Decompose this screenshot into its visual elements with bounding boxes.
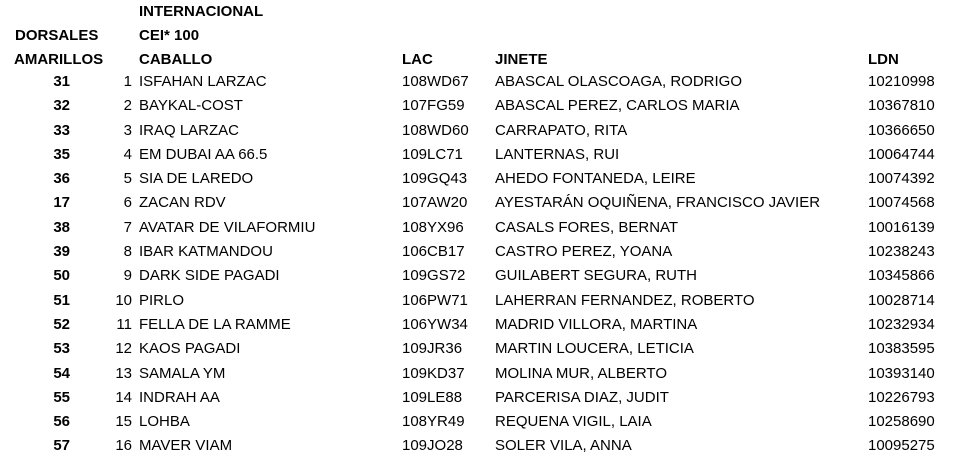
lac-code: 109JR36 xyxy=(402,340,463,358)
rider-name: CARRAPATO, RITA xyxy=(495,121,628,139)
ldn-number: 10366650 xyxy=(868,121,935,139)
table-row xyxy=(0,434,970,458)
ldn-number: 10393140 xyxy=(868,364,935,382)
dorsal-number: 35 xyxy=(53,145,70,163)
ldn-number: 10064744 xyxy=(868,145,935,163)
rider-name: MARTIN LOUCERA, LETICIA xyxy=(495,340,694,358)
horse-name: SAMALA YM xyxy=(139,364,226,382)
ldn-number: 10016139 xyxy=(868,218,935,236)
ldn-number: 10367810 xyxy=(868,97,935,115)
dorsal-number: 39 xyxy=(53,243,70,261)
horse-name: BAYKAL-COST xyxy=(139,97,243,115)
dorsal-number: 50 xyxy=(53,267,70,285)
entry-order-number: 7 xyxy=(123,218,132,236)
caballo-column-header: CABALLO xyxy=(139,51,213,68)
ldn-number: 10258690 xyxy=(868,413,935,431)
ldn-number: 10383595 xyxy=(868,340,935,358)
entry-table-body xyxy=(0,70,970,459)
ldn-number: 10232934 xyxy=(868,315,935,333)
horse-name: INDRAH AA xyxy=(139,388,220,406)
table-row xyxy=(0,289,970,313)
entry-order-number: 4 xyxy=(123,145,132,163)
horse-name: DARK SIDE PAGADI xyxy=(139,267,280,285)
dorsal-number: 38 xyxy=(53,218,70,236)
dorsal-number: 36 xyxy=(53,170,70,188)
table-row xyxy=(0,410,970,434)
table-row xyxy=(0,216,970,240)
rider-name: GUILABERT SEGURA, RUTH xyxy=(495,267,697,285)
table-row xyxy=(0,313,970,337)
entry-order-number: 6 xyxy=(123,194,132,212)
table-row xyxy=(0,240,970,264)
entry-order-number: 8 xyxy=(123,243,132,261)
rider-name: ABASCAL PEREZ, CARLOS MARIA xyxy=(495,97,740,115)
dorsal-number: 17 xyxy=(53,194,70,212)
ldn-number: 10095275 xyxy=(868,437,935,455)
lac-code: 109LC71 xyxy=(402,145,463,163)
rider-name: CASTRO PEREZ, YOANA xyxy=(495,243,673,261)
horse-name: ISFAHAN LARZAC xyxy=(139,73,267,90)
lac-code: 106PW71 xyxy=(402,291,468,309)
horse-name: IRAQ LARZAC xyxy=(139,121,240,139)
lac-code: 109KD37 xyxy=(402,364,465,382)
table-row xyxy=(0,143,970,167)
dorsales-header-line2: AMARILLOS xyxy=(14,51,104,68)
entry-order-number: 14 xyxy=(115,388,132,406)
rider-name: PARCERISA DIAZ, JUDIT xyxy=(495,388,669,406)
dorsal-number: 57 xyxy=(53,437,70,455)
dorsal-number: 53 xyxy=(53,340,70,358)
jinete-column-header: JINETE xyxy=(495,51,548,68)
rider-name: ABASCAL OLASCOAGA, RODRIGO xyxy=(495,73,743,90)
lac-code: 106YW34 xyxy=(402,315,468,333)
entry-order-number: 13 xyxy=(115,364,132,382)
event-title: INTERNACIONAL xyxy=(139,3,264,20)
dorsal-number: 32 xyxy=(53,97,70,115)
table-row xyxy=(0,386,970,410)
dorsal-number: 55 xyxy=(53,388,70,406)
lac-code: 109GQ43 xyxy=(402,170,468,188)
rider-name: AYESTARÁN OQUIÑENA, FRANCISCO JAVIER xyxy=(495,194,821,212)
rider-name: AHEDO FONTANEDA, LEIRE xyxy=(495,170,696,188)
entry-order-number: 1 xyxy=(123,73,132,90)
horse-name: EM DUBAI AA 66.5 xyxy=(139,145,268,163)
lac-code: 109LE88 xyxy=(402,388,463,406)
ldn-number: 10074392 xyxy=(868,170,935,188)
entry-order-number: 16 xyxy=(115,437,132,455)
table-row xyxy=(0,362,970,386)
ldn-number: 10210998 xyxy=(868,73,935,90)
table-row xyxy=(0,337,970,361)
rider-name: REQUENA VIGIL, LAIA xyxy=(495,413,652,431)
event-category: CEI* 100 xyxy=(139,27,200,44)
rider-name: CASALS FORES, BERNAT xyxy=(495,218,679,236)
horse-name: FELLA DE LA RAMME xyxy=(139,315,291,333)
dorsal-number: 56 xyxy=(53,413,70,431)
dorsal-number: 51 xyxy=(53,291,70,309)
horse-name: ZACAN RDV xyxy=(139,194,226,212)
entry-order-number: 15 xyxy=(115,413,132,431)
horse-name: SIA DE LAREDO xyxy=(139,170,254,188)
table-row xyxy=(0,264,970,288)
rider-name: SOLER VILA, ANNA xyxy=(495,437,632,455)
lac-code: 109GS72 xyxy=(402,267,466,285)
entry-order-number: 11 xyxy=(116,315,132,333)
lac-code: 107FG59 xyxy=(402,97,465,115)
horse-name: AVATAR DE VILAFORMIU xyxy=(139,218,316,236)
table-row xyxy=(0,70,970,94)
entry-order-number: 2 xyxy=(123,97,132,115)
entry-order-number: 9 xyxy=(123,267,132,285)
ldn-number: 10345866 xyxy=(868,267,935,285)
rider-name: MOLINA MUR, ALBERTO xyxy=(495,364,667,382)
horse-name: LOHBA xyxy=(139,413,190,431)
entry-order-number: 3 xyxy=(123,121,132,139)
lac-code: 108YX96 xyxy=(402,218,464,236)
dorsales-header-line1: DORSALES xyxy=(15,27,99,44)
entry-order-number: 12 xyxy=(115,340,132,358)
rider-name: LAHERRAN FERNANDEZ, ROBERTO xyxy=(495,291,755,309)
ldn-number: 10074568 xyxy=(868,194,935,212)
entry-order-number: 5 xyxy=(123,170,132,188)
table-row xyxy=(0,167,970,191)
lac-code: 109JO28 xyxy=(402,437,463,455)
lac-code: 108YR49 xyxy=(402,413,465,431)
rider-name: MADRID VILLORA, MARTINA xyxy=(495,315,698,333)
lac-code: 106CB17 xyxy=(402,243,465,261)
table-row xyxy=(0,94,970,118)
dorsal-number: 31 xyxy=(53,73,70,90)
rider-name: LANTERNAS, RUI xyxy=(495,145,620,163)
table-row xyxy=(0,119,970,143)
ldn-column-header: LDN xyxy=(868,51,899,68)
lac-code: 108WD67 xyxy=(402,73,469,90)
dorsal-number: 54 xyxy=(53,364,70,382)
entry-order-number: 10 xyxy=(115,291,132,309)
ldn-number: 10226793 xyxy=(868,388,935,406)
horse-name: MAVER VIAM xyxy=(139,437,233,455)
lac-column-header: LAC xyxy=(402,51,433,68)
horse-name: KAOS PAGADI xyxy=(139,340,241,358)
dorsal-number: 52 xyxy=(53,315,70,333)
dorsal-number: 33 xyxy=(53,121,70,139)
ldn-number: 10028714 xyxy=(868,291,935,309)
lac-code: 108WD60 xyxy=(402,121,469,139)
table-row xyxy=(0,191,970,215)
lac-code: 107AW20 xyxy=(402,194,468,212)
horse-name: PIRLO xyxy=(139,291,185,309)
ldn-number: 10238243 xyxy=(868,243,935,261)
horse-name: IBAR KATMANDOU xyxy=(139,243,273,261)
